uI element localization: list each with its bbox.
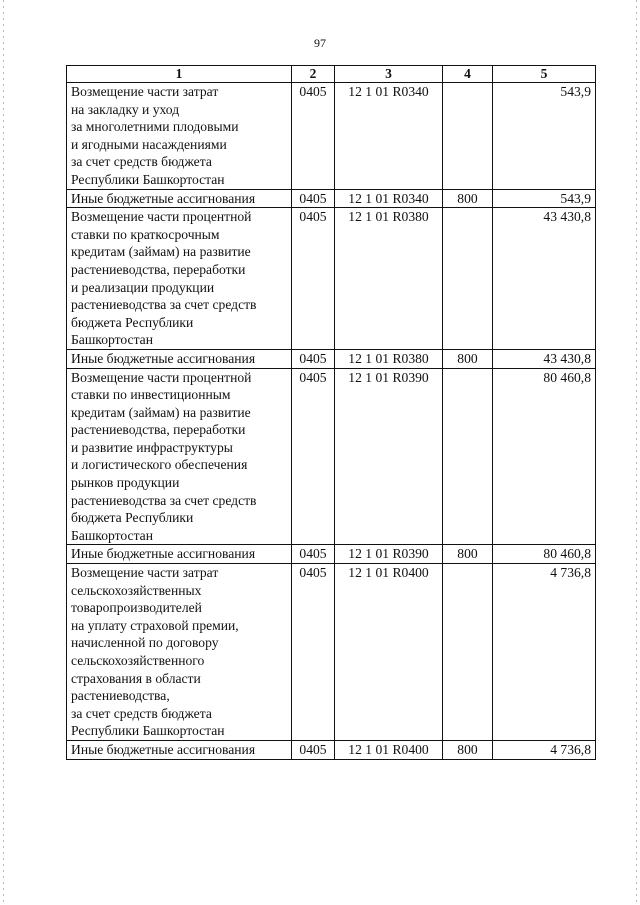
row-expense-type: 800 <box>443 545 493 564</box>
row-target-article: 12 1 01 R0390 <box>335 368 443 545</box>
row-target-article: 12 1 01 R0380 <box>335 349 443 368</box>
row-department-code: 0405 <box>292 368 335 545</box>
table-row <box>67 740 596 759</box>
row-department-code: 0405 <box>292 83 335 190</box>
header-col-3: 3 <box>335 66 443 83</box>
row-department-code: 0405 <box>292 740 335 759</box>
row-amount: 4 736,8 <box>493 740 596 759</box>
row-amount: 43 430,8 <box>493 208 596 350</box>
table-row <box>67 208 596 350</box>
row-name: Иные бюджетные ассигнования <box>67 189 292 208</box>
row-department-code: 0405 <box>292 349 335 368</box>
table-row <box>67 189 596 208</box>
row-target-article: 12 1 01 R0400 <box>335 740 443 759</box>
row-name: Иные бюджетные ассигнования <box>67 349 292 368</box>
right-scan-edge <box>636 0 637 905</box>
table-row <box>67 545 596 564</box>
row-department-code: 0405 <box>292 208 335 350</box>
left-scan-edge <box>3 0 4 905</box>
table-row <box>67 564 596 741</box>
row-name: Иные бюджетные ассигнования <box>67 545 292 564</box>
row-target-article: 12 1 01 R0400 <box>335 564 443 741</box>
row-amount: 543,9 <box>493 83 596 190</box>
row-target-article: 12 1 01 R0390 <box>335 545 443 564</box>
header-col-5: 5 <box>493 66 596 83</box>
row-target-article: 12 1 01 R0380 <box>335 208 443 350</box>
row-name: Возмещение части затрат сельскохозяйственных товаропроизводителей на уплату страховой премии, начисленной по договору сельскохозяйственного страхования в области растениеводства, за счет средств бюджета Республики Башкортостан <box>67 564 292 741</box>
row-expense-type <box>443 564 493 741</box>
row-expense-type: 800 <box>443 189 493 208</box>
row-amount: 4 736,8 <box>493 564 596 741</box>
row-name: Иные бюджетные ассигнования <box>67 740 292 759</box>
table-row <box>67 368 596 545</box>
row-expense-type <box>443 208 493 350</box>
row-expense-type: 800 <box>443 349 493 368</box>
row-target-article: 12 1 01 R0340 <box>335 189 443 208</box>
header-col-4: 4 <box>443 66 493 83</box>
row-name: Возмещение части затрат на закладку и уход за многолетними плодовыми и ягодными насаждениями за счет средств бюджета Республики Башкортостан <box>67 83 292 190</box>
row-expense-type: 800 <box>443 740 493 759</box>
row-amount: 43 430,8 <box>493 349 596 368</box>
table-header-row <box>67 66 596 83</box>
row-amount: 80 460,8 <box>493 545 596 564</box>
row-department-code: 0405 <box>292 189 335 208</box>
row-target-article: 12 1 01 R0340 <box>335 83 443 190</box>
row-expense-type <box>443 368 493 545</box>
budget-table <box>66 65 596 760</box>
header-col-1: 1 <box>67 66 292 83</box>
row-amount: 80 460,8 <box>493 368 596 545</box>
row-amount: 543,9 <box>493 189 596 208</box>
header-col-2: 2 <box>292 66 335 83</box>
page-number: 97 <box>314 36 326 50</box>
table-row <box>67 83 596 190</box>
row-department-code: 0405 <box>292 545 335 564</box>
row-expense-type <box>443 83 493 190</box>
row-department-code: 0405 <box>292 564 335 741</box>
table-row <box>67 349 596 368</box>
row-name: Возмещение части процентной ставки по краткосрочным кредитам (займам) на развитие растениеводства, переработки и реализации продукции растениеводства за счет средств бюджета Республики Башкортостан <box>67 208 292 350</box>
row-name: Возмещение части процентной ставки по инвестиционным кредитам (займам) на развитие растениеводства, переработки и развитие инфраструктуры и логистического обеспечения рынков продукции растениеводства за счет средств бюджета Республики Башкортостан <box>67 368 292 545</box>
